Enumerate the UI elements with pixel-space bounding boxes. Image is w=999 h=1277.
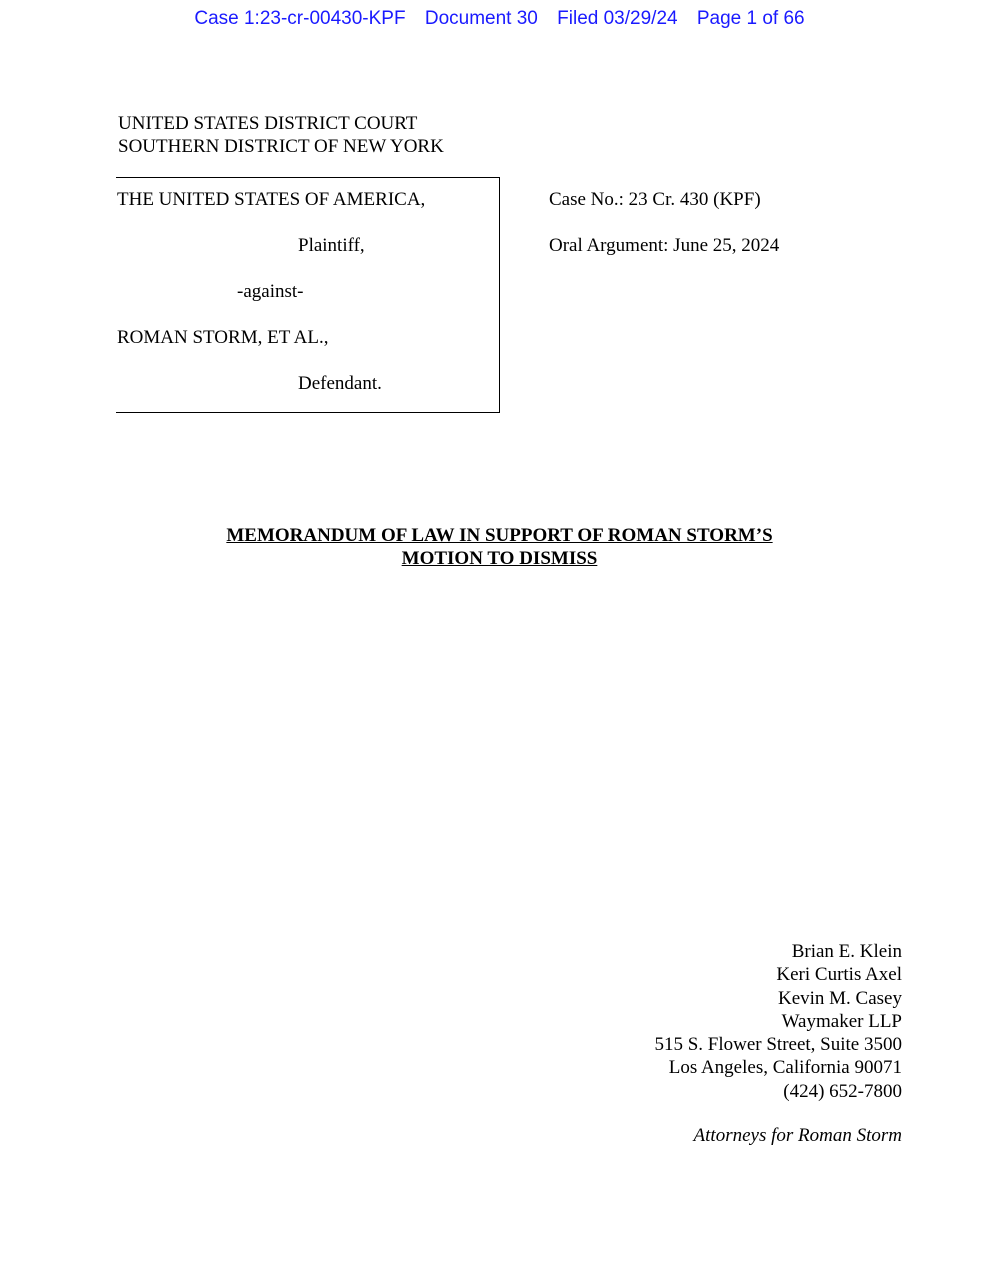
- attorneys-for-label: Attorneys for Roman Storm: [693, 1125, 902, 1146]
- ecf-header-stamp: [0, 8, 999, 30]
- versus-label: -against-: [237, 281, 304, 302]
- firm-address-city: Los Angeles, California 90071: [668, 1057, 902, 1079]
- attorney-name: Keri Curtis Axel: [776, 964, 902, 986]
- header-case-number: Case 1:23-cr-00430-KPF: [194, 8, 406, 29]
- document-title: [0, 524, 999, 570]
- law-firm-name: Waymaker LLP: [781, 1010, 902, 1032]
- header-filed-date: Filed 03/29/24: [557, 8, 678, 29]
- attorney-name: Brian E. Klein: [791, 941, 902, 962]
- oral-argument-date: Oral Argument: June 25, 2024: [549, 235, 780, 256]
- attorney-name: Kevin M. Casey: [777, 987, 902, 1009]
- defendant-name: ROMAN STORM, ET AL.,: [117, 327, 329, 348]
- defendant-role: Defendant.: [298, 373, 382, 394]
- case-number: Case No.: 23 Cr. 430 (KPF): [549, 189, 761, 210]
- court-name: [118, 112, 444, 158]
- header-document-number: Document 30: [424, 8, 538, 29]
- plaintiff-role: Plaintiff,: [298, 235, 365, 256]
- court-name-line1: UNITED STATES DISTRICT COURT: [118, 113, 418, 134]
- header-page-number: Page 1 of 66: [696, 8, 805, 29]
- document-title-line1: MEMORANDUM OF LAW IN SUPPORT OF ROMAN STORM’S: [226, 525, 773, 546]
- case-caption-box: [116, 177, 500, 413]
- court-name-line2: SOUTHERN DISTRICT OF NEW YORK: [118, 136, 444, 157]
- firm-phone: (424) 652-7800: [783, 1080, 902, 1102]
- attorney-signature-block: [654, 940, 902, 1103]
- plaintiff-name: THE UNITED STATES OF AMERICA,: [117, 189, 426, 210]
- firm-address-street: 515 S. Flower Street, Suite 3500: [654, 1034, 902, 1056]
- document-title-line2: MOTION TO DISMISS: [401, 548, 598, 569]
